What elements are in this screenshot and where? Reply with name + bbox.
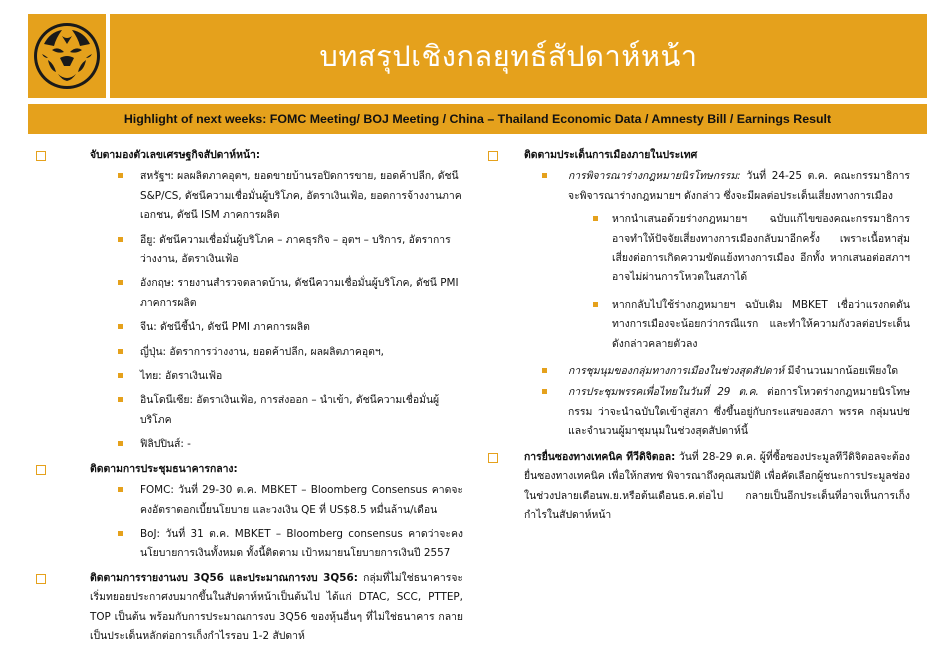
section-earnings [36, 569, 463, 647]
list-item: สหรัฐฯ: ผลผลิตภาคอุตฯ, ยอดขายบ้านรอปิดการขาย, ยอดค้าปลีก, ดัชนี S&P/CS, ดัชนีความเชื่อมั่นผู้บริโภค, อัตราเงินเฟ้อ, ยอดการจ้างงานภาคเอกชน, ดัชนี ISM ภาคการผลิต [36, 167, 463, 225]
bullet-icon [118, 397, 123, 402]
square-bullet-icon [488, 453, 498, 463]
bullet-icon [593, 302, 598, 307]
section-heading: ติดตามการประชุมธนาคารกลาง: [90, 462, 238, 475]
bullet-icon [118, 173, 123, 178]
economic-data-list [90, 167, 463, 454]
politics-list [524, 167, 910, 441]
section-economic-data [36, 146, 463, 455]
tiger-head-icon [28, 14, 106, 98]
list-item: การชุมนุมของกลุ่มทางการเมืองในช่วงสุดสัปดาห์ มีจำนวนมากน้อยเพียงใด [488, 362, 910, 381]
bullet-icon [118, 441, 123, 446]
list-item: BoJ: วันที่ 31 ต.ค. MBKET – Bloomberg consensus คาดว่าจะคงนโยบายการเงินทั้งหมด ทั้งนี้ติดตาม เป้าหมายนโยบายการเงินปี 2557 [36, 525, 463, 564]
bullet-icon [118, 531, 123, 536]
section-body: กลุ่มที่ไม่ใช่ธนาคารจะเริ่มทยอยประกาศงบมากขึ้นในสัปดาห์หน้าเป็นต้นไป ได้แก่ DTAC, SCC, PTTEP, TOP เป็นต้น พร้อมกับการประมาณการงบ 3Q56 ของหุ้นอื่นๆ ที่ไม่ใช่ธนาคาร กลายเป็นประเด็นหลักต่อการเก็งกำไรรอบ 1-2 สัปดาห์ [90, 571, 463, 642]
central-bank-list [90, 481, 463, 564]
right-column [488, 146, 910, 526]
section-heading: ติดตามการรายงานงบ 3Q56 และประมาณการงบ 3Q56: [90, 571, 358, 584]
tiger-logo [28, 14, 106, 98]
highlight-banner [28, 104, 927, 134]
bullet-icon [542, 389, 547, 394]
sub-list-item: หากนำเสนอด้วยร่างกฎหมายฯ ฉบับแก้ไขของคณะกรรมาธิการ อาจทำให้ปัจจัยเสี่ยงทางการเมืองกลับมาอีกครั้ง เพราะเนื้อหาสุ่มเสี่ยงต่อการเกิดความขัดแย้งทางการเมือง อีกทั้ง หากเสนอต่อสภาฯ อาจไม่ผ่านการโหวตในสภาได้ [568, 210, 910, 288]
left-column [36, 146, 463, 647]
title-banner [110, 14, 927, 98]
bullet-icon [542, 368, 547, 373]
section-heading: การยื่นซองทางเทคนิค ทีวีดิจิตอล: [524, 450, 676, 463]
bullet-icon [593, 216, 598, 221]
sub-list-item: หากกลับไปใช้ร่างกฎหมายฯ ฉบับเดิม MBKET เชื่อว่าแรงกดดันทางการเมืองจะน้อยกว่ากรณีแรก และทำให้ความกังวลต่อประเด็นดังกล่าวคลายตัวลง [568, 296, 910, 354]
list-item: ญี่ปุ่น: อัตราการว่างงาน, ยอดค้าปลีก, ผลผลิตภาคอุตฯ, [36, 343, 463, 362]
list-item: FOMC: วันที่ 29-30 ต.ค. MBKET – Bloomberg Consensus คาดจะคงอัตราดอกเบี้ยนโยบาย และวงเงิน QE ที่ US$8.5 หมื่นล้าน/เดือน [36, 481, 463, 520]
list-item: การประชุมพรรคเพื่อไทยในวันที่ 29 ต.ค. ต่อการโหวตร่างกฎหมายนิรโทษกรรม ว่าจะนำฉบับใดเข้าสู่สภา ซึ่งขึ้นอยู่กับกระแสของสภา พรรค กลุ่มนปช และจำนวนผู้มาชุมนุมในช่วงสุดสัปดาห์นี้ [488, 383, 910, 441]
amnesty-sublist [568, 210, 910, 354]
section-heading: จับตามองตัวเลขเศรษฐกิจสัปดาห์หน้า: [90, 149, 261, 161]
bullet-icon [118, 349, 123, 354]
list-item: ไทย: อัตราเงินเฟ้อ [36, 367, 463, 386]
bullet-icon [118, 280, 123, 285]
page-title: บทสรุปเชิงกลยุทธ์สัปดาห์หน้า [319, 39, 698, 73]
bullet-icon [118, 487, 123, 492]
square-bullet-icon [36, 574, 46, 584]
highlight-text: Highlight of next weeks: FOMC Meeting/ BOJ Meeting / China – Thailand Economic Data / Amnesty Bill / Earnings Result [123, 112, 832, 126]
list-item: จีน: ดัชนีชี้นำ, ดัชนี PMI ภาคการผลิต [36, 318, 463, 337]
list-item: ฟิลิปปินส์: - [36, 435, 463, 454]
section-body: วันที่ 28-29 ต.ค. ผู้ที่ซื้อซองประมูลทีวีดิจิตอลจะต้องยื่นซองทางเทคนิค เพื่อให้กสทช พิจารณาถึงคุณสมบัติ เพื่อคัดเลือกผู้ชนะการประมูลช่อง ในช่วงปลายเดือนพ.ย.หรือต้นเดือนธ.ค.ต่อไป กลายเป็นอีกประเด็นที่อาจเห็นการเก็งกำไรในสัปดาห์หน้า [524, 450, 910, 521]
square-bullet-icon [36, 151, 46, 161]
section-heading: ติดตามประเด็นการเมืองภายในประเทศ [524, 149, 698, 161]
square-bullet-icon [36, 465, 46, 475]
bullet-icon [542, 173, 547, 178]
list-item: การพิจารณาร่างกฎหมายนิรโทษกรรม: วันที่ 24-25 ต.ค. คณะกรรมาธิการจะพิจารณาร่างกฎหมายฯ ดังกล่าว ซึ่งจะมีผลต่อประเด็นเสี่ยงทางการเมือง หากนำเสนอด้วยร่างกฎหมายฯ ฉบับแก้ไขของคณะกรรมาธิการ อาจทำให้ปัจจัยเสี่ยงทางการเมืองกลับมาอีกครั้ง เพราะเนื้อหาสุ่มเสี่ยงต่อการเกิดความขัดแย้งทางการเมือง อีกทั้ง หากเสนอต่อสภาฯ อาจไม่ผ่านการโหวตในสภาได้ หากกลับไปใช้ร่างกฎหมายฯ ฉบับเดิม MBKET เชื่อว่าแรงกดดันทางการเมืองจะน้อยกว่ากรณีแรก และทำให้ความกังวลต่อประเด็นดังกล่าวคลายตัวลง [488, 167, 910, 354]
section-digital-tv [488, 448, 910, 526]
section-politics [488, 146, 910, 442]
bullet-icon [118, 237, 123, 242]
list-item: อังกฤษ: รายงานสำรวจตลาดบ้าน, ดัชนีความเชื่อมั่นผู้บริโภค, ดัชนี PMI ภาคการผลิต [36, 274, 463, 313]
list-item: อียู: ดัชนีความเชื่อมั่นผู้บริโภค – ภาคธุรกิจ – อุตฯ – บริการ, อัตราการว่างงาน, อัตราเงินเฟ้อ [36, 231, 463, 270]
bullet-icon [118, 324, 123, 329]
bullet-icon [118, 373, 123, 378]
list-item: อินโดนีเซีย: อัตราเงินเฟ้อ, การส่งออก – นำเข้า, ดัชนีความเชื่อมั่นผู้บริโภค [36, 391, 463, 430]
section-central-banks [36, 460, 463, 564]
square-bullet-icon [488, 151, 498, 161]
